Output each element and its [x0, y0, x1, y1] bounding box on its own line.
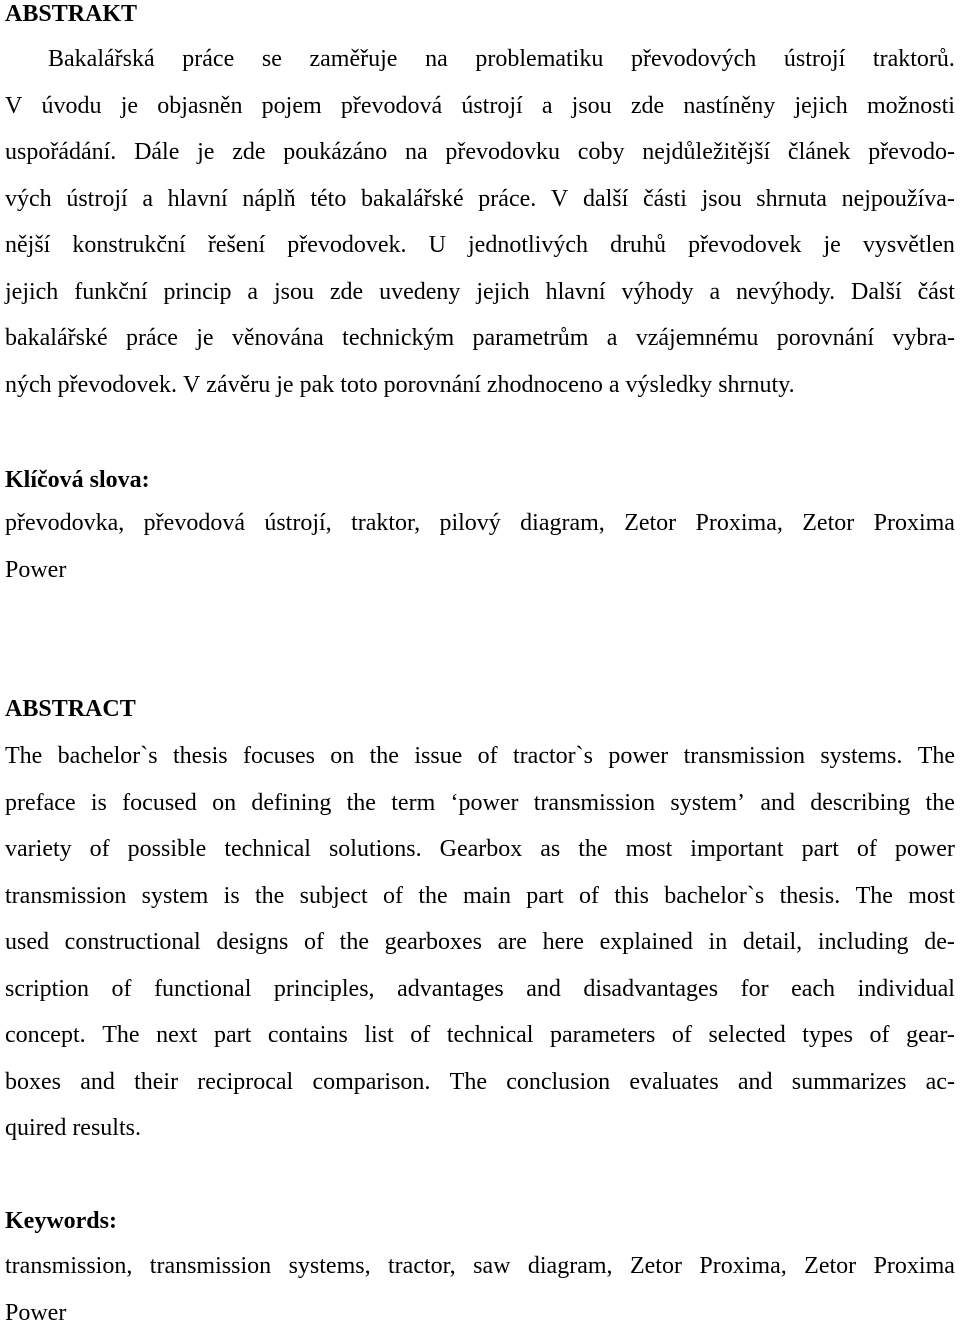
- english-keywords-heading: Keywords:: [5, 1207, 117, 1235]
- english-abstract-line: boxes and their reciprocal comparison. The conclusion evaluates and summarizes ac-: [5, 1059, 955, 1106]
- english-abstract-line: scription of functional principles, advantages and disadvantages for each individual: [5, 966, 955, 1013]
- czech-keywords-line: převodovka, převodová ústrojí, traktor, pilový diagram, Zetor Proxima, Zetor Proxima: [5, 500, 955, 547]
- english-keywords-line: transmission, transmission systems, tractor, saw diagram, Zetor Proxima, Zetor Proxima: [5, 1243, 955, 1290]
- english-keywords-body: [5, 1243, 955, 1336]
- czech-abstract-line: bakalářské práce je věnována technickým parametrům a vzájemnému porovnání vybra-: [5, 315, 955, 362]
- czech-abstract-line: jejich funkční princip a jsou zde uvedeny jejich hlavní výhody a nevýhody. Další část: [5, 269, 955, 316]
- english-abstract-line: quired results.: [5, 1105, 955, 1152]
- english-abstract-line: preface is focused on defining the term ‘power transmission system’ and describing the: [5, 780, 955, 827]
- czech-abstract-line: ných převodovek. V závěru je pak toto porovnání zhodnoceno a výsledky shrnuty.: [5, 362, 955, 409]
- czech-keywords-body: [5, 500, 955, 593]
- english-abstract-line: concept. The next part contains list of technical parameters of selected types of gear-: [5, 1012, 955, 1059]
- czech-abstract-body: [5, 36, 955, 408]
- english-abstract-body: [5, 733, 955, 1152]
- czech-abstract-line: Bakalářská práce se zaměřuje na problematiku převodových ústrojí traktorů.: [5, 36, 955, 83]
- czech-abstract-line: V úvodu je objasněn pojem převodová ústrojí a jsou zde nastíněny jejich možnosti: [5, 83, 955, 130]
- english-abstract-line: variety of possible technical solutions. Gearbox as the most important part of power: [5, 826, 955, 873]
- czech-abstract-heading: ABSTRAKT: [5, 0, 137, 28]
- english-abstract-heading: ABSTRACT: [5, 695, 136, 723]
- english-abstract-line: transmission system is the subject of the main part of this bachelor`s thesis. The most: [5, 873, 955, 920]
- czech-keywords-heading: Klíčová slova:: [5, 466, 150, 494]
- czech-keywords-line: Power: [5, 547, 955, 594]
- english-keywords-line: Power: [5, 1290, 955, 1336]
- czech-abstract-line: uspořádání. Dále je zde poukázáno na převodovku coby nejdůležitější článek převodo-: [5, 129, 955, 176]
- english-abstract-line: used constructional designs of the gearboxes are here explained in detail, including de-: [5, 919, 955, 966]
- english-abstract-line: The bachelor`s thesis focuses on the issue of tractor`s power transmission systems. The: [5, 733, 955, 780]
- czech-abstract-line: nější konstrukční řešení převodovek. U jednotlivých druhů převodovek je vysvětlen: [5, 222, 955, 269]
- czech-abstract-line: vých ústrojí a hlavní náplň této bakalářské práce. V další části jsou shrnuta nejpoužíva-: [5, 176, 955, 223]
